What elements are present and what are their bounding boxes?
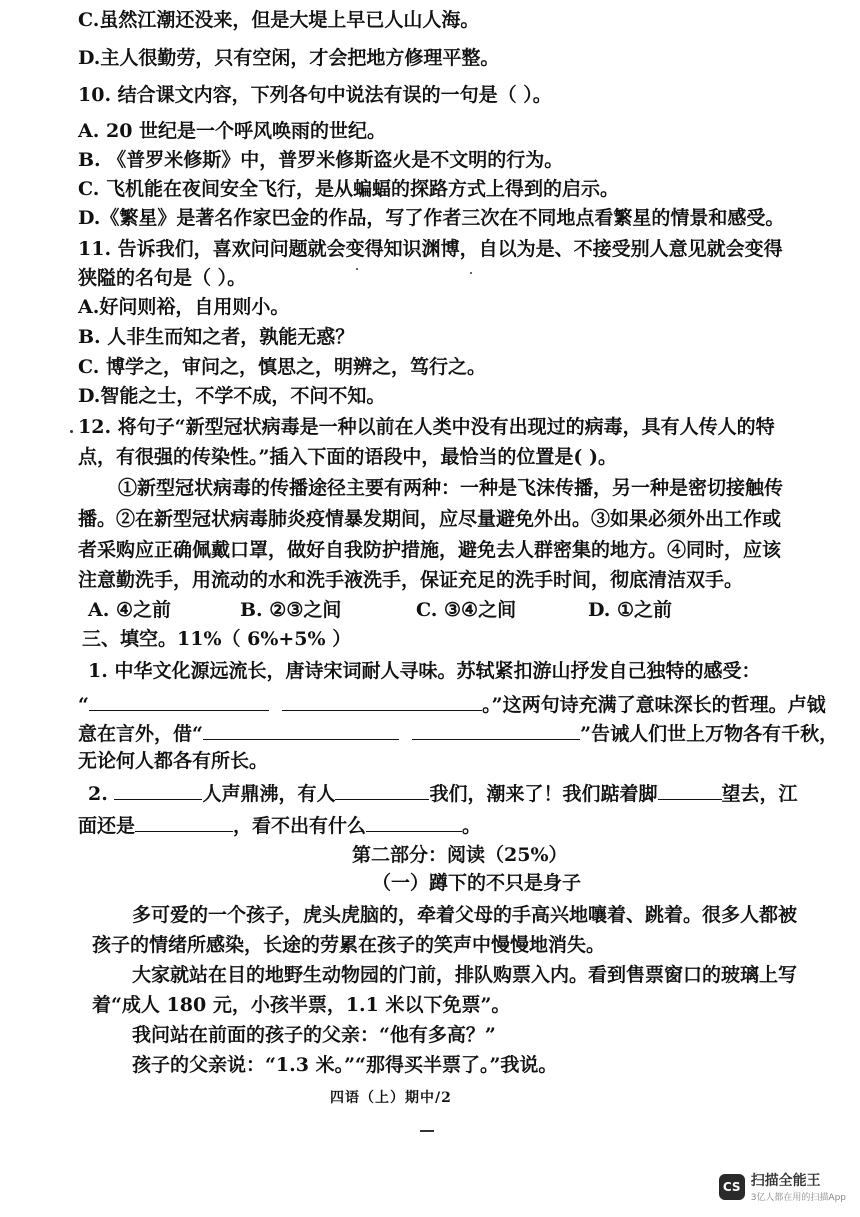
answer-blank[interactable] — [114, 779, 202, 800]
question-11-cont: 狭隘的名句是（ ）。 — [78, 267, 247, 289]
section-3-title: 三、填空。11%（ 6%+5% ） — [82, 628, 352, 650]
reading-line: 孩子的父亲说：“1.3 米。”“那得买半票了。”我说。 — [132, 1054, 558, 1076]
answer-blank[interactable] — [366, 811, 462, 832]
passage-line: ①新型冠状病毒的传播途径主要有两种：一种是飞沫传播，另一种是密切接触传 — [118, 477, 784, 499]
q10-option-a: A. 20 世纪是一个呼风唤雨的世纪。 — [78, 120, 387, 142]
fill-q2-line1: 2. 人声鼎沸，有人 我们，潮来了！我们踮着脚 望去，江 — [88, 779, 848, 807]
answer-blank[interactable] — [135, 811, 233, 832]
page-footer: 四语（上）期中/2 — [330, 1090, 452, 1106]
q11-option-d: D.智能之士，不学不成，不问不知。 — [78, 385, 386, 407]
fill-q1-line2: “ 。”这两句诗充满了意味深长的哲理。卢钺 — [78, 690, 838, 718]
q12-option-d: D. ①之前 — [588, 599, 673, 621]
passage-line: 播。②在新型冠状病毒肺炎疫情暴发期间，应尽量避免外出。③如果必须外出工作或 — [78, 508, 782, 530]
scan-mark — [420, 1130, 434, 1132]
q12-option-c: C. ③④之间 — [416, 599, 517, 621]
q10-option-d: D.《繁星》是著名作家巴金的作品，写了作者三次在不同地点看繁星的情景和感受。 — [78, 207, 785, 229]
answer-blank[interactable] — [412, 719, 580, 740]
reading-title: （一）蹲下的不只是身子 — [372, 872, 582, 894]
reading-line: 我问站在前面的孩子的父亲：“他有多高？” — [132, 1024, 496, 1046]
q10-option-c: C. 飞机能在夜间安全飞行，是从蝙蝠的探路方式上得到的启示。 — [78, 178, 620, 200]
question-11: 11. 告诉我们，喜欢问问题就会变得知识渊博，自以为是、不接受别人意见就会变得 — [78, 238, 783, 260]
answer-blank[interactable] — [335, 779, 429, 800]
option-d-line: D.主人很勤劳，只有空闲，才会把地方修理平整。 — [78, 47, 500, 69]
q12-option-a: A. ④之前 — [88, 599, 172, 621]
scan-speck — [356, 268, 358, 270]
q12-option-b: B. ②③之间 — [240, 599, 342, 621]
q10-option-b: B. 《普罗米修斯》中，普罗米修斯盗火是不文明的行为。 — [78, 149, 564, 171]
q11-option-a: A.好问则裕，自用则小。 — [78, 296, 290, 318]
fill-q1-line1: 1. 中华文化源远流长，唐诗宋词耐人寻味。苏轼紧扣游山抒发自己独特的感受： — [88, 660, 761, 682]
answer-blank[interactable] — [89, 690, 269, 711]
cs-logo-icon: CS — [719, 1174, 745, 1200]
fill-q1-line3: 意在言外，借“ ”告诫人们世上万物各有千秋， — [78, 719, 838, 747]
answer-blank[interactable] — [282, 690, 482, 711]
question-12: 12. 将句子“新型冠状病毒是一种以前在人类中没有出现过的病毒，具有人传人的特 — [78, 416, 775, 438]
answer-blank[interactable] — [658, 779, 722, 800]
scanner-watermark — [719, 1170, 846, 1203]
fill-q2-line2: 面还是 ，看不出有什么 。 — [78, 811, 838, 839]
reading-line: 多可爱的一个孩子，虎头虎脑的，牵着父母的手高兴地嚷着、跳着。很多人都被 — [132, 904, 798, 926]
question-10: 10. 结合课文内容，下列各句中说法有误的一句是（ ）。 — [78, 84, 552, 106]
q11-option-c: C. 博学之，审问之，慎思之，明辨之，笃行之。 — [78, 356, 487, 378]
brand-name: 扫描全能王 — [750, 1173, 821, 1189]
scan-speck — [470, 272, 472, 274]
option-c-line: C.虽然江潮还没来，但是大堤上早已人山人海。 — [78, 9, 480, 31]
scan-speck — [70, 430, 73, 433]
q11-option-b: B. 人非生而知之者，孰能无惑？ — [78, 326, 355, 348]
answer-blank[interactable] — [203, 719, 399, 740]
reading-line: 孩子的情绪所感染，长途的劳累在孩子的笑声中慢慢地消失。 — [92, 934, 606, 956]
part2-title: 第二部分：阅读（25%） — [352, 844, 568, 866]
passage-line: 者采购应正确佩戴口罩，做好自我防护措施，避免去人群密集的地方。④同时，应该 — [78, 539, 782, 561]
brand-tagline: 3亿人都在用的扫描App — [750, 1193, 846, 1203]
reading-line: 大家就站在目的地野生动物园的门前，排队购票入内。看到售票窗口的玻璃上写 — [132, 964, 798, 986]
question-12-cont: 点，有很强的传染性。”插入下面的语段中，最恰当的位置是( )。 — [78, 446, 618, 468]
reading-line: 着“成人 180 元，小孩半票，1.1 米以下免票”。 — [92, 994, 511, 1016]
q12-options — [88, 597, 672, 623]
passage-line: 注意勤洗手，用流动的水和洗手液洗手，保证充足的洗手时间，彻底清洁双手。 — [78, 569, 744, 591]
fill-q1-line4: 无论何人都各有所长。 — [78, 750, 269, 772]
